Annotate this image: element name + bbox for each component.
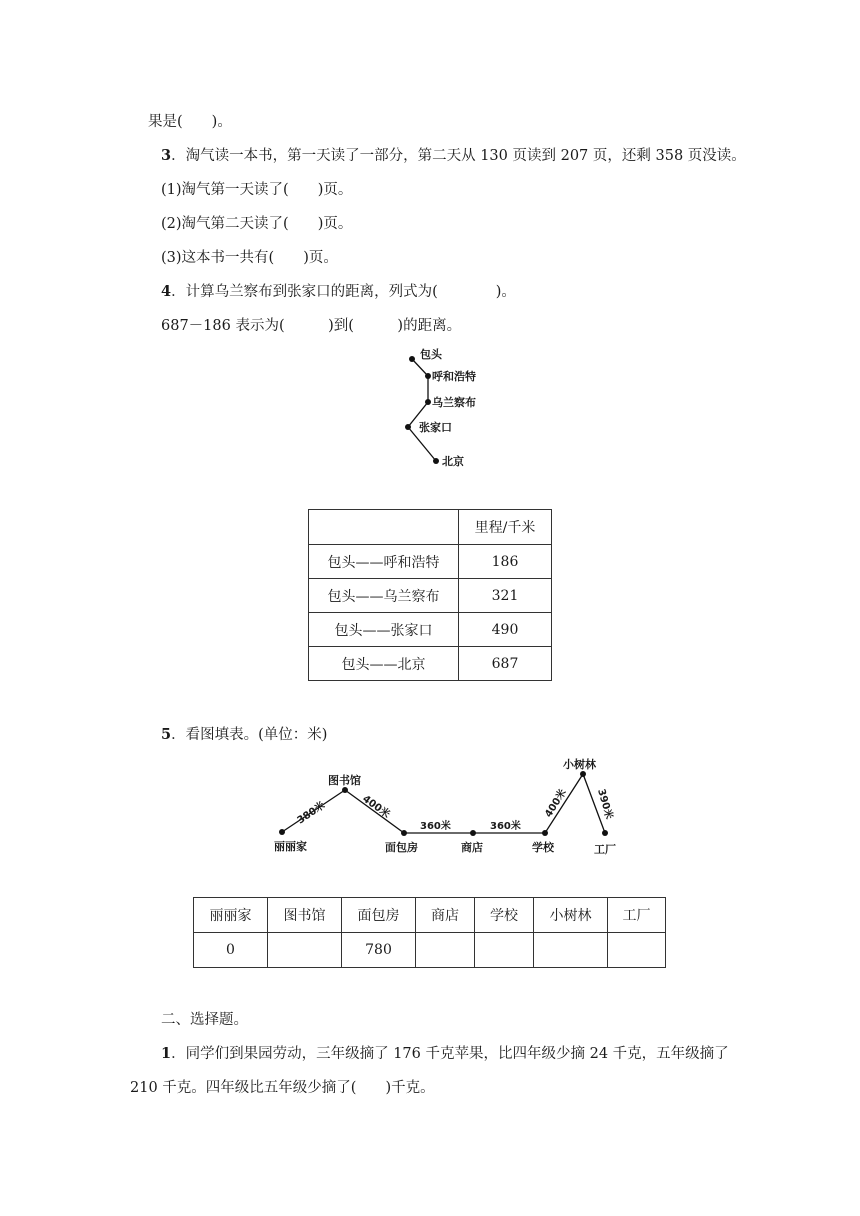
station-dot bbox=[433, 458, 439, 464]
mileage-table bbox=[308, 509, 552, 681]
place-dot bbox=[279, 829, 285, 835]
place-label: 图书馆 bbox=[328, 774, 361, 787]
table-cell bbox=[534, 933, 608, 968]
table-header-cell: 里程/千米 bbox=[459, 510, 552, 545]
question-4-line-2: 687－186 表示为( )到( )的距离。 bbox=[161, 318, 462, 334]
table-cell: 186 bbox=[459, 545, 552, 579]
place-label: 面包房 bbox=[385, 841, 418, 854]
question-number: 1 bbox=[161, 1045, 172, 1062]
section-heading: 二、选择题。 bbox=[161, 1012, 248, 1028]
question-text: ．计算乌兰察布到张家口的距离，列式为( )。 bbox=[171, 284, 516, 300]
station-dot bbox=[405, 424, 411, 430]
question-3-part-1: (1)淘气第一天读了( )页。 bbox=[161, 182, 353, 198]
segment-label: 390米 bbox=[595, 787, 615, 821]
question-5 bbox=[161, 725, 327, 745]
place-label: 学校 bbox=[532, 841, 554, 854]
table-row bbox=[194, 898, 666, 933]
choice-question-1 bbox=[161, 1044, 729, 1064]
question-text: ．同学们到果园劳动，三年级摘了 176 千克苹果，比四年级少摘 24 千克，五年级摘了 bbox=[171, 1046, 729, 1062]
station-dot bbox=[409, 356, 415, 362]
choice-question-1-line-2: 210 千克。四年级比五年级少摘了( )千克。 bbox=[130, 1080, 435, 1096]
question-3-part-3: (3)这本书一共有( )页。 bbox=[161, 250, 338, 266]
fill-table bbox=[193, 897, 666, 968]
question-text: ．淘气读一本书，第一天读了一部分，第二天从 130 页读到 207 页，还剩 358 页没读。 bbox=[171, 148, 746, 164]
table-header-cell: 面包房 bbox=[342, 898, 416, 933]
place-dot bbox=[401, 830, 407, 836]
segment-label: 400米 bbox=[360, 793, 392, 821]
station-dot bbox=[425, 399, 431, 405]
question-number: 4 bbox=[161, 283, 172, 300]
table-cell: 包头——乌兰察布 bbox=[309, 579, 459, 613]
table-row bbox=[309, 510, 552, 545]
place-dot bbox=[602, 830, 608, 836]
continued-text: 果是( )。 bbox=[148, 114, 232, 130]
table-cell bbox=[475, 933, 534, 968]
table-row bbox=[309, 613, 552, 647]
table-cell: 0 bbox=[194, 933, 268, 968]
segment-label: 400米 bbox=[543, 787, 569, 820]
table-cell: 490 bbox=[459, 613, 552, 647]
question-3-part-2: (2)淘气第二天读了( )页。 bbox=[161, 216, 353, 232]
place-label: 丽丽家 bbox=[274, 840, 307, 853]
table-cell bbox=[608, 933, 666, 968]
place-label: 商店 bbox=[461, 841, 483, 854]
table-row bbox=[194, 933, 666, 968]
question-number: 3 bbox=[161, 147, 172, 164]
question-number: 5 bbox=[161, 726, 172, 743]
table-cell: 包头——张家口 bbox=[309, 613, 459, 647]
place-dot bbox=[342, 787, 348, 793]
table-header-cell: 丽丽家 bbox=[194, 898, 268, 933]
station-label: 乌兰察布 bbox=[432, 396, 476, 409]
route-map bbox=[400, 345, 520, 475]
table-header-cell bbox=[309, 510, 459, 545]
segment-label: 360米 bbox=[490, 821, 521, 832]
table-row bbox=[309, 647, 552, 681]
table-header-cell: 学校 bbox=[475, 898, 534, 933]
station-label: 包头 bbox=[420, 348, 442, 361]
question-text: ．看图填表。(单位：米) bbox=[171, 727, 328, 743]
place-label: 工厂 bbox=[594, 843, 616, 856]
table-row bbox=[309, 579, 552, 613]
question-3 bbox=[161, 146, 746, 166]
table-cell: 780 bbox=[342, 933, 416, 968]
place-dot bbox=[542, 830, 548, 836]
table-header-cell: 商店 bbox=[416, 898, 475, 933]
place-dot bbox=[470, 830, 476, 836]
path-diagram bbox=[260, 752, 640, 862]
place-dot bbox=[580, 771, 586, 777]
table-header-cell: 图书馆 bbox=[268, 898, 342, 933]
table-cell bbox=[268, 933, 342, 968]
table-cell: 包头——北京 bbox=[309, 647, 459, 681]
table-cell: 321 bbox=[459, 579, 552, 613]
question-4 bbox=[161, 282, 516, 302]
station-label: 呼和浩特 bbox=[432, 370, 476, 383]
table-header-cell: 工厂 bbox=[608, 898, 666, 933]
station-dot bbox=[425, 373, 431, 379]
table-cell bbox=[416, 933, 475, 968]
segment-label: 360米 bbox=[420, 821, 451, 832]
table-row bbox=[309, 545, 552, 579]
segment-label: 380米 bbox=[295, 800, 328, 827]
table-cell: 687 bbox=[459, 647, 552, 681]
table-cell: 包头——呼和浩特 bbox=[309, 545, 459, 579]
station-label: 北京 bbox=[442, 455, 464, 468]
place-label: 小树林 bbox=[563, 758, 596, 771]
station-label: 张家口 bbox=[419, 421, 452, 434]
table-header-cell: 小树林 bbox=[534, 898, 608, 933]
